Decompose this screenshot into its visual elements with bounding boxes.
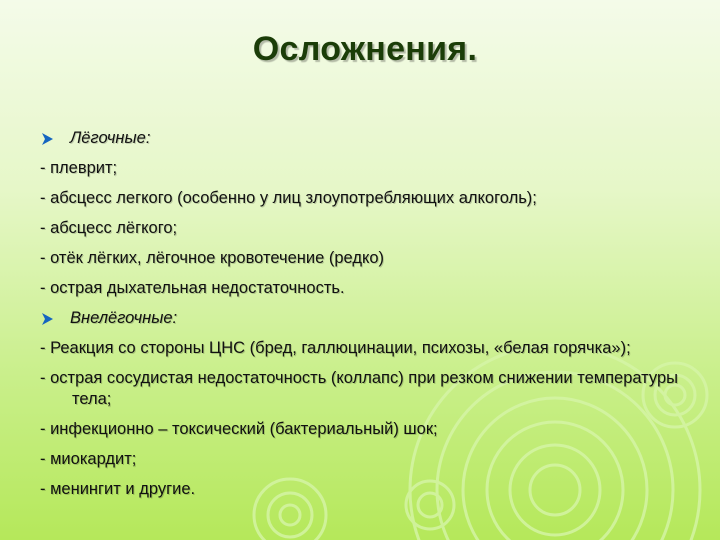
list-item: - острая дыхательная недостаточность. bbox=[40, 279, 345, 297]
section-heading-extrapulmonary bbox=[40, 308, 690, 329]
list-item: - менингит и другие. bbox=[40, 480, 196, 498]
list-item: - инфекционно – токсический (бактериальный) шок; bbox=[40, 420, 438, 438]
list-item: - абсцесс легкого (особенно у лиц злоупотребляющих алкоголь); bbox=[40, 189, 537, 207]
list-item: - Реакция со стороны ЦНС (бред, галлюцинации, психозы, «белая горячка»); bbox=[40, 339, 631, 357]
list-item: - острая сосудистая недостаточность (коллапс) при резком снижении температуры тела; bbox=[40, 369, 679, 408]
section-heading-label: Лёгочные: bbox=[70, 129, 151, 147]
slide-content bbox=[40, 128, 690, 509]
list-item: - миокардит; bbox=[40, 450, 137, 468]
section-heading-pulmonary bbox=[40, 128, 690, 149]
section-heading-label: Внелёгочные: bbox=[70, 309, 178, 327]
list-item: - плеврит; bbox=[40, 159, 118, 177]
list-item: - абсцесс лёгкого; bbox=[40, 219, 178, 237]
list-item: - отёк лёгких, лёгочное кровотечение (редко) bbox=[40, 249, 385, 267]
arrow-bullet-icon bbox=[40, 132, 54, 146]
slide-title: Осложнения. bbox=[252, 30, 478, 68]
arrow-bullet-icon bbox=[40, 312, 54, 326]
